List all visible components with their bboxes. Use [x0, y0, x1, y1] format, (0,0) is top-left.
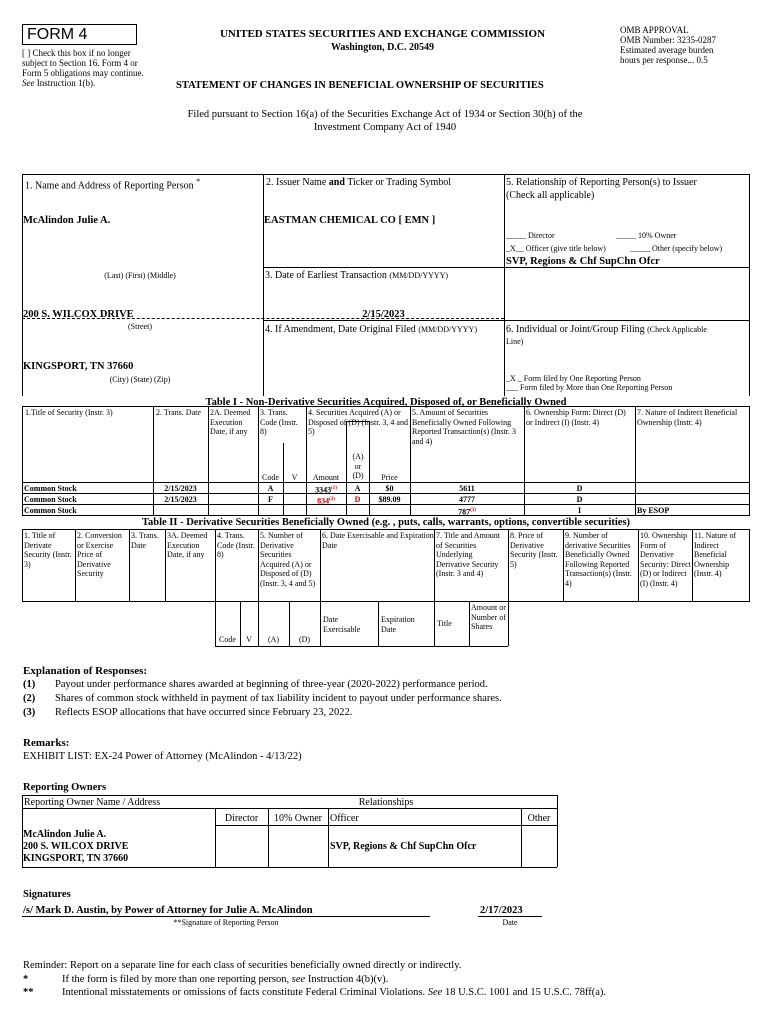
one-person-option[interactable]: _X _ Form filed by One Reporting Person [506, 374, 641, 383]
box6-label-line2: Line) [506, 337, 524, 346]
t1-header-date: 2. Trans. Date [156, 408, 201, 417]
t1-header-title: 1.Title of Security (Instr. 3) [25, 408, 113, 417]
star2-text-a: Intentional misstatements or omissions of facts constitute Federal Criminal Violations. [62, 987, 426, 998]
star2-see: See [427, 987, 443, 998]
expl-text-2: Shares of common stock withheld in payment of tax liability incident to payout under performance shares. [55, 693, 502, 704]
section16-instr: Instruction 1(b). [36, 78, 96, 88]
box1-label-text: 1. Name and Address of Reporting Person [25, 180, 194, 192]
box6-label-small: (Check Applicable [647, 325, 707, 334]
box3-format: (MM/DD/YYYY) [389, 271, 449, 280]
t2-header-code: 4. Trans. Code (Instr. 8) [217, 531, 255, 559]
remarks-heading: Remarks: [23, 737, 70, 749]
box3-label-text: 3. Date of Earliest Transaction [265, 270, 387, 281]
ro-col-director: Director [224, 813, 259, 824]
t1-sub-code: Code [262, 473, 279, 482]
t1-row1-ad: A [354, 484, 361, 493]
t1-row2-code: F [268, 495, 273, 504]
reporting-person-street: 200 S. WILCOX DRIVE [23, 309, 134, 320]
officer-checkbox[interactable]: _X__ Officer (give title below) [506, 244, 606, 253]
signer-name: /s/ Mark D. Austin, by Power of Attorney for Julie A. McAlindon [23, 905, 313, 916]
t1-header-nature: 7. Nature of Indirect Beneficial Ownership (Instr. 4) [637, 408, 738, 427]
box4-label [265, 324, 477, 335]
star1-see: see [291, 974, 306, 985]
section16-checkbox-note [22, 48, 150, 88]
t1-header-ownership: 6. Ownership Form: Direct (D) or Indirect (I) (Instr. 4) [526, 408, 626, 427]
t2-header-title: 1. Title of Derivate Security (Instr. 3) [24, 531, 72, 569]
box4-label-text: 4. If Amendment, Date Original Filed [265, 324, 416, 335]
t1-row3-owned [410, 506, 524, 517]
t1-row1-date: 2/15/2023 [164, 484, 197, 493]
t1-header-deemed: 2A. Deemed Execution Date, if any [210, 408, 251, 436]
omb-approval [620, 25, 760, 65]
footnote-star2: ** [23, 987, 34, 998]
filed-pursuant-2: Investment Company Act of 1940 [313, 122, 457, 133]
table2-title: Table II - Derivative Securities Beneficially Owned (e.g. , puts, calls, warrants, options, convertible securities) [141, 517, 631, 528]
t2-header-exercisable: 6. Date Exercisable and Expiration Date [322, 531, 434, 550]
t2-sub-code: Code [219, 635, 236, 644]
multi-person-option[interactable]: ___ Form filed by More than One Reporting Person [506, 383, 673, 392]
t1-row1-amount [306, 484, 346, 495]
ro-owner-line1: McAlindon Julie A. [23, 829, 107, 840]
section16-checkbox[interactable]: [ ] [22, 48, 31, 58]
t1-row2-form: D [576, 495, 583, 504]
ro-col-other: Other [527, 813, 551, 824]
explanation-list [23, 678, 502, 720]
footnote-star2-text [62, 987, 606, 998]
t1-row1-amount-val: 3343 [315, 485, 332, 495]
star2-text-b: 18 U.S.C. 1001 and 15 U.S.C. 78ff(a). [444, 987, 607, 998]
t1-row2-title: Common Stock [24, 495, 77, 504]
ro-owner [23, 829, 128, 865]
t2-header-price: 8. Price of Derivative Security (Instr. 5) [510, 531, 558, 569]
expl-num-3: (3) [23, 707, 36, 718]
star1-text-b: Instruction 4(b)(v). [307, 974, 389, 985]
omb-burden-2: hours per response... 0.5 [620, 55, 708, 65]
expl-num-2: (2) [23, 693, 36, 704]
t2-sub-d: (D) [298, 635, 311, 644]
director-checkbox[interactable]: _____ Director [506, 231, 555, 240]
box5-label-1: 5. Relationship of Reporting Person(s) to Issuer [506, 177, 697, 188]
box6-label [506, 324, 746, 335]
t2-header-conversion: 2. Conversion or Exercise Price of Derivative Security [77, 531, 122, 578]
ro-col-relationships: Relationships [358, 797, 414, 808]
t2-sub-v: V [246, 635, 252, 644]
t1-row3-nature: By ESOP [637, 506, 670, 515]
t1-sub-aord: (A) or (D) [352, 452, 364, 480]
t1-row2-ad: D [354, 495, 361, 504]
table1-title: Table I - Non-Derivative Securities Acquired, Disposed of, or Beneficially Owned [205, 397, 567, 408]
t1-row3-footnote[interactable]: (3) [470, 508, 476, 513]
t1-row2-footnote[interactable]: (2) [329, 497, 335, 502]
box2-label-a: 2. Issuer Name [266, 177, 327, 188]
t2-header-form: 10. Ownership Form of Derivative Security: Direct (D) or Indirect (I) (Instr. 4) [640, 531, 691, 588]
t1-row1-owned: 5611 [459, 484, 475, 493]
form-label: FORM 4 [27, 26, 88, 43]
t2-header-owned: 9. Number of derivative Securities Beneficially Owned Following Reported Transaction(s) (Instr. 4) [565, 531, 632, 588]
t1-row3-form: I [577, 506, 582, 515]
omb-title: OMB APPROVAL [620, 25, 689, 35]
remarks-text: EXHIBIT LIST: EX-24 Power of Attorney (McAlindon - 4/13/22) [23, 751, 302, 762]
t2-sub-a: (A) [267, 635, 280, 644]
reporting-person-city: KINGSPORT, TN 37660 [23, 361, 134, 372]
issuer-name: EASTMAN CHEMICAL CO [ EMN ] [264, 215, 436, 226]
t2-sub-exp: Expiration Date [381, 615, 415, 634]
footnote-star1-text [62, 974, 388, 985]
officer-title: SVP, Regions & Chf SupChn Ofcr [506, 256, 660, 267]
box2-label [266, 177, 451, 188]
star1-text-a: If the form is filed by more than one reporting person, [62, 974, 290, 985]
form-label-box [22, 24, 137, 45]
box3-label [265, 270, 448, 281]
t2-sub-amount: Amount or Number of Shares [471, 603, 506, 631]
ro-owner-line2: 200 S. WILCOX DRIVE [23, 841, 129, 852]
section16-see: See [22, 78, 35, 88]
explanation-heading: Explanation of Responses: [23, 665, 148, 677]
ro-col-officer: Officer [330, 813, 359, 824]
t1-row2-amount-val: 834 [317, 496, 330, 506]
signatures-heading: Signatures [23, 889, 71, 900]
reporting-owners-heading: Reporting Owners [23, 782, 107, 793]
ro-col-name: Reporting Owner Name / Address [24, 797, 161, 808]
ro-col-ten: 10% Owner [273, 813, 323, 824]
name-caption: (Last) (First) (Middle) [104, 271, 176, 280]
section16-check-text: Check this box if no longer subject to Section 16. Form 4 or Form 5 obligations may continue. [22, 48, 144, 78]
omb-number: OMB Number: 3235-0287 [620, 35, 716, 45]
t1-row1-footnote[interactable]: (1) [331, 486, 337, 491]
earliest-transaction-date: 2/15/2023 [362, 309, 405, 320]
city-caption: (City) (State) (Zip) [109, 375, 171, 384]
statement-title: STATEMENT OF CHANGES IN BENEFICIAL OWNERSHIP OF SECURITIES [176, 80, 544, 91]
t1-row2-amount [306, 495, 346, 506]
t2-header-underlying: 7. Title and Amount of Securities Underlying Derivative Security (Instr. 3 and 4) [436, 531, 501, 578]
ro-officer-title: SVP, Regions & Chf SupChn Ofcr [330, 841, 477, 852]
date-caption: Date [502, 918, 518, 927]
box5-label-2: (Check all applicable) [506, 190, 595, 201]
ro-owner-line3: KINGSPORT, TN 37660 [23, 853, 129, 864]
t2-sub-date-ex: Date Exercisable [323, 615, 361, 634]
footnote-star1: * [23, 974, 29, 985]
t1-row3-title: Common Stock [24, 506, 77, 515]
expl-text-1: Payout under performance shares awarded at beginning of three-year (2020-2022) performance period. [55, 679, 488, 690]
t1-row2-owned: 4777 [459, 495, 475, 504]
t1-row1-title: Common Stock [24, 484, 77, 493]
agency-name: UNITED STATES SECURITIES AND EXCHANGE COMMISSION [219, 28, 546, 40]
box1-marker: * [196, 177, 201, 186]
reporting-person-name: McAlindon Julie A. [23, 215, 111, 226]
t1-header-code: 3. Trans. Code (Instr. 8) [260, 408, 298, 436]
other-checkbox[interactable]: _____ Other (specify below) [630, 244, 723, 253]
t1-row1-price: $0 [385, 484, 394, 493]
t1-header-securities: 4. Securities Acquired (A) or Disposed of (D) (Instr. 3, 4 and 5) [308, 408, 408, 436]
t1-header-amount-owned: 5. Amount of Securities Beneficially Owned Following Reported Transaction(s) (Instr. 3 and 4) [412, 408, 516, 446]
box2-label-and: and [328, 177, 345, 188]
t1-row2-date: 2/15/2023 [164, 495, 197, 504]
t1-sub-amount: Amount [312, 473, 340, 482]
t1-row3-owned-val: 787 [458, 507, 471, 517]
agency-location: Washington, D.C. 20549 [330, 42, 435, 53]
filed-pursuant-1: Filed pursuant to Section 16(a) of the Securities Exchange Act of 1934 or Section 30(h) of the [187, 109, 583, 120]
signer-caption: **Signature of Reporting Person [173, 918, 279, 927]
t2-header-nature: 11. Nature of Indirect Beneficial Ownership (Instr. 4) [694, 531, 737, 578]
ten-pct-owner-checkbox[interactable]: _____ 10% Owner [616, 231, 677, 240]
t1-row1-code: A [267, 484, 274, 493]
t2-header-number: 5. Number of Derivative Securities Acquired (A) or Disposed of (D) (Instr. 3, 4 and 5) [260, 531, 316, 588]
t1-sub-price: Price [381, 473, 398, 482]
t2-header-deemed: 3A. Deemed Execution Date, if any [167, 531, 208, 559]
t1-row2-price: $89.09 [378, 495, 401, 504]
expl-text-3: Reflects ESOP allocations that have occurred since February 23, 2022. [55, 707, 353, 718]
t1-sub-v: V [291, 473, 298, 482]
street-caption: (Street) [128, 322, 152, 331]
expl-num-1: (1) [23, 679, 36, 690]
t1-row1-form: D [576, 484, 583, 493]
t2-header-date: 3. Trans. Date [131, 531, 159, 550]
reminder: Reminder: Report on a separate line for each class of securities beneficially owned directly or indirectly. [23, 960, 462, 971]
box1-label [25, 177, 200, 191]
signature-date: 2/17/2023 [480, 905, 523, 916]
box4-format: (MM/DD/YYYY) [418, 325, 477, 334]
omb-burden-1: Estimated average burden [620, 45, 714, 55]
box6-label-text: 6. Individual or Joint/Group Filing [506, 324, 645, 335]
t2-sub-title: Title [437, 619, 452, 628]
box2-label-b: Ticker or Trading Symbol [347, 177, 452, 188]
